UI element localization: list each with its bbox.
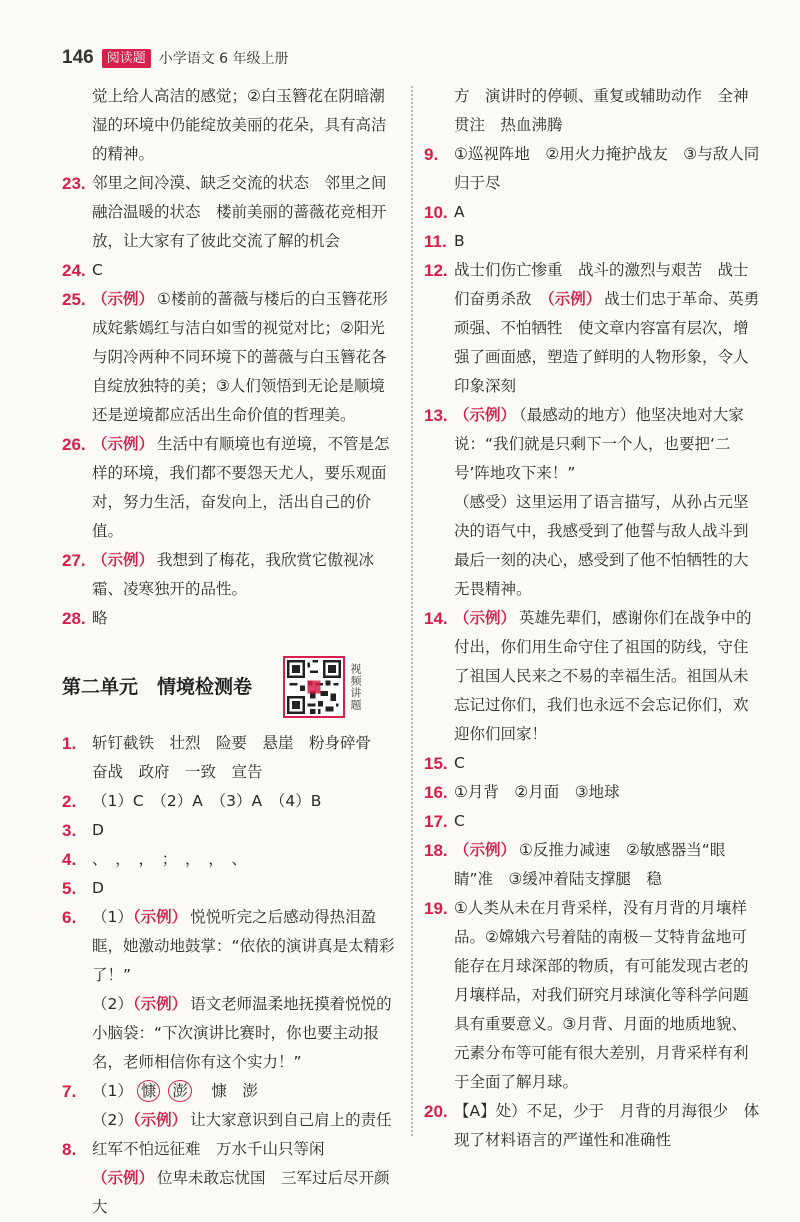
answer-14: 14. （示例） 英雄先辈们，感谢你们在战争中的付出，你们用生命守住了祖国的防线，守住了祖国人民来之不易的幸福生活。祖国从未忘记过你们，我们也永远不会忘记你们，欢迎你们回家！ [424, 609, 752, 743]
answer-10: 10. A [424, 203, 465, 222]
answer-8: 8. 红军不怕远征难 万水千山只等闲 （示例） 位卑未敢忘忧国 三军过后尽开颜 大 [62, 1140, 406, 1216]
continued-answer: 觉上给人高洁的感觉；②白玉簪花在阴暗潮湿的环境中仍能绽放美丽的花朵，具有高洁的精神。 [92, 87, 387, 163]
answer-26: 26. （示例） 生活中有顺境也有逆境，不管是怎样的环境，我们都不要怨天尤人，要乐观面对，努力生活，奋发向上，活出自己的价值。 [62, 435, 390, 540]
answer-28: 28. 略 [62, 609, 108, 628]
answer-12: 12. 战士们伤亡惨重 战斗的激烈与艰苦 战士们奋勇杀敌 （示例） 战士们忠于革命、英勇顽强、不怕牺牲 使文章内容富有层次，增强了画面感，塑造了鲜明的人物形象，令人印象深刻 [424, 261, 760, 395]
answer-24: 24. C [62, 261, 103, 280]
answer-13-feeling: （感受）这里运用了语言描写，从孙占元坚决的语气中，我感受到了他誓与敌人战斗到最后一刻的决心，感受到了他不怕牺牲的大无畏精神。 [454, 493, 749, 598]
section-title: 第二单元 情境检测卷 [62, 675, 253, 698]
answer-25: 25. （示例） ①楼前的蔷薇与楼后的白玉簪花形成姹紫嫣红与洁白如雪的视觉对比；②阳光与阴冷两种不同环境下的蔷薇与白玉簪花各自绽放独特的美；③人们领悟到无论是顺境还是逆境都应活出生命价值的哲理美。 [62, 290, 388, 424]
answer-20: 20. 【A】处）不足，少于 月背的月海很少 体现了材料语言的严谨性和准确性 [424, 1102, 760, 1149]
page-header [62, 46, 289, 70]
left-column [62, 82, 406, 1222]
answer-27: 27. （示例） 我想到了梅花，我欣赏它傲视冰霜、凌寒独开的品性。 [62, 551, 375, 598]
answer-19: 19. ①人类从未在月背采样，没有月背的月壤样品。②嫦娥六号着陆的南极－艾特肯盆地可能存在月球深部的物质，有可能发现古老的月壤样品，对我们研究月球演化等科学问题具有重要意义。③月背、月面的地质地貌、元素分布等可能有很大差别，月背采样有利于全面了解月球。 [424, 899, 749, 1091]
column-divider [411, 86, 413, 1136]
answer-18: 18. （示例） ①反推力减速 ②敏感器当“眼睛”准 ③缓冲着陆支撑腿 稳 [424, 841, 726, 888]
answer-9: 9. ①巡视阵地 ②用火力掩护战友 ③与敌人同归于尽 [424, 145, 760, 192]
book-subtitle: 小学语文 6 年级上册 [158, 51, 289, 67]
continued-answer-8: 方 演讲时的停顿、重复或辅助动作 全神贯注 热血沸腾 [454, 87, 749, 134]
answer-1: 1. 斩钉截铁 壮烈 险要 悬崖 粉身碎骨 奋战 政府 一致 宣告 [62, 734, 387, 781]
section-tag: 阅读题 [102, 49, 151, 68]
answer-6-part-2: （2）（示例） 语文老师温柔地抚摸着悦悦的小脑袋：“下次演讲比赛时，你也要主动报名，老师相信你有这个实力！” [92, 995, 392, 1071]
answer-2: 2. （1）C （2）A （3）A （4）B [62, 792, 322, 811]
answer-7: 7. （1） 慷 澎 慷 澎 [62, 1082, 258, 1101]
video-qr-block[interactable] [283, 656, 397, 718]
answer-13: 13. （示例） （最感动的地方）他坚决地对大家说：“我们就是只剩下一个人，也要把‘二号’阵地攻下来！” [424, 406, 744, 482]
answer-4: 4. 、 ， ， ； ， ， 、 [62, 850, 248, 869]
answer-17: 17. C [424, 812, 465, 831]
qr-label: 视频讲题 [349, 663, 362, 711]
answer-15: 15. C [424, 754, 465, 773]
unit-section-header [62, 655, 397, 719]
circled-char-1: 慷 [137, 1080, 161, 1102]
answer-5: 5. D [62, 879, 104, 898]
answer-6: 6. （1）（示例） 悦悦听完之后感动得热泪盈眶，她激动地鼓掌：“依依的演讲真是太精彩了！” [62, 908, 395, 984]
answer-11: 11. B [424, 232, 465, 251]
circled-char-2: 澎 [168, 1080, 192, 1102]
answer-23: 23. 邻里之间冷漠、缺乏交流的状态 邻里之间融洽温暖的状态 楼前美丽的蔷薇花竞相开放，让大家有了彼此交流了解的机会 [62, 174, 387, 250]
page-number: 146 [62, 47, 94, 68]
answer-16: 16. ①月背 ②月面 ③地球 [424, 783, 620, 802]
right-column [424, 82, 760, 1155]
answer-3: 3. D [62, 821, 104, 840]
answer-7-part-2: （2）（示例） 让大家意识到自己肩上的责任 [92, 1111, 392, 1129]
qr-code-icon[interactable] [283, 656, 345, 718]
